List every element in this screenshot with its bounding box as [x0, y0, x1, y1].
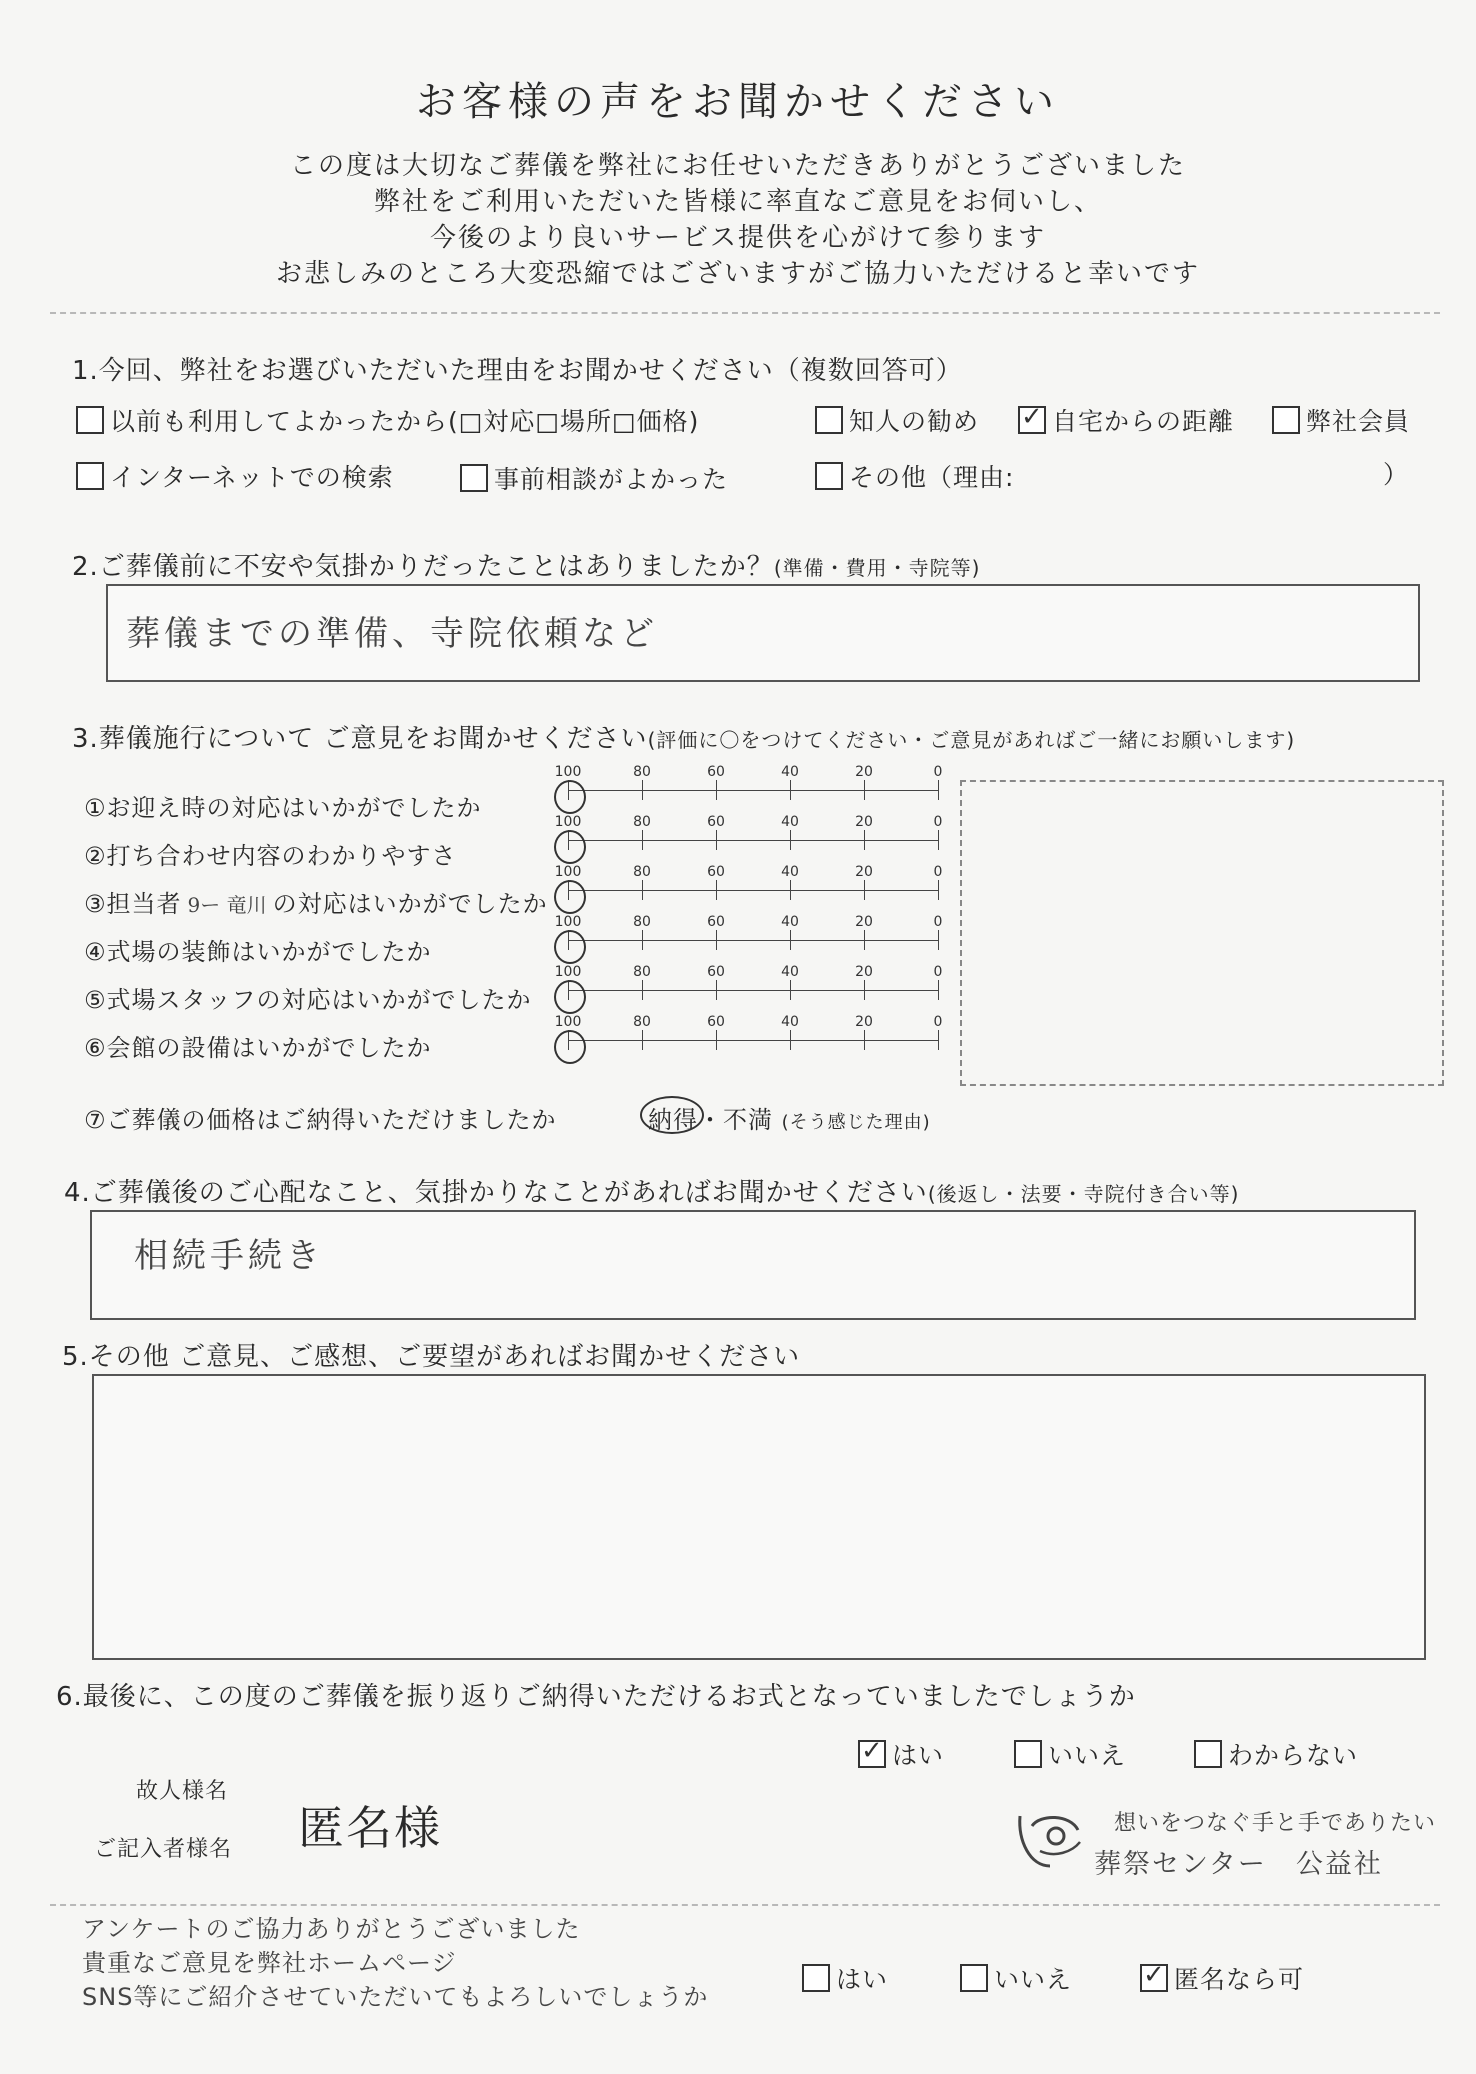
scale-tick [790, 880, 791, 900]
scale-tick-label: 0 [933, 814, 943, 830]
scale-tick-label: 40 [781, 1014, 799, 1030]
price-opt-no[interactable]: 不満 [723, 1106, 773, 1134]
option-label: 知人の勧め [849, 407, 980, 436]
q1-label: 1.今回、弊社をお選びいただいた理由をお聞かせください（複数回答可） [72, 356, 963, 386]
checkbox[interactable] [460, 464, 488, 492]
checkbox[interactable] [76, 406, 104, 434]
intro-line: お悲しみのところ大変恐縮ではございますがご協力いただけると幸いです [275, 259, 1200, 289]
scale-tick-label: 20 [855, 964, 873, 980]
q1-option-internet[interactable] [76, 458, 394, 494]
option-label: いいえ [994, 1965, 1073, 1994]
scale-tick-label: 40 [781, 964, 799, 980]
scale-tick-label: 60 [707, 764, 725, 780]
scale-tick [938, 930, 939, 950]
q2-note: (準備・費用・寺院等) [773, 556, 981, 580]
q2-answer-box[interactable] [106, 584, 1420, 682]
rating-scale-1[interactable] [554, 764, 943, 806]
option-label: 自宅からの距離 [1052, 407, 1235, 436]
scale-tick-label: 100 [554, 914, 582, 930]
rating-circle [554, 1030, 586, 1064]
footer-line: アンケートのご協力ありがとうございました [82, 1915, 581, 1943]
rating-scales [554, 764, 960, 1086]
option-label: いいえ [1048, 1741, 1127, 1770]
scale-tick [938, 1030, 939, 1050]
scale-tick-label: 80 [633, 864, 651, 880]
scale-tick [790, 930, 791, 950]
q3-comment-box[interactable] [960, 780, 1444, 1086]
deceased-name-label: 故人様名 [136, 1779, 229, 1804]
q4-note: (後返し・法要・寺院付き合い等) [927, 1182, 1240, 1206]
scale-tick [938, 780, 939, 800]
rating-scale-3[interactable] [554, 864, 943, 906]
scale-tick-label: 40 [781, 914, 799, 930]
scale-tick-label: 0 [933, 964, 943, 980]
q3-price-label: ⑦ご葬儀の価格はご納得いただけましたか [84, 1106, 557, 1134]
company-logo [1010, 1796, 1100, 1876]
option-label: 弊社会員 [1306, 407, 1411, 436]
scale-tick-label: 20 [855, 864, 873, 880]
scale-tick [938, 880, 939, 900]
q3-price-options [648, 1100, 931, 1135]
scale-tick [864, 930, 865, 950]
scale-tick-label: 60 [707, 914, 725, 930]
q3-item-5: ⑤式場スタッフの対応はいかがでしたか [84, 986, 532, 1014]
q1-option-other[interactable] [815, 458, 1014, 494]
q1-option-distance[interactable] [1018, 402, 1234, 438]
page-title: お客様の声をお聞かせください [416, 79, 1060, 125]
scale-line [568, 940, 938, 941]
scale-tick [642, 930, 643, 950]
scale-tick [716, 1030, 717, 1050]
scale-tick [642, 980, 643, 1000]
q6-option-yes[interactable] [858, 1736, 944, 1772]
footer-line: 貴重なご意見を弊社ホームページ [82, 1949, 457, 1977]
divider [50, 1904, 1440, 1906]
scale-tick [790, 830, 791, 850]
price-opt-yes[interactable] [648, 1100, 698, 1135]
option-label: 匿名なら可 [1174, 1965, 1305, 1994]
option-label: その他（理由: [849, 463, 1015, 492]
intro-line: この度は大切なご葬儀を弊社にお任せいただきありがとうございました [289, 151, 1186, 181]
option-label: はい [892, 1741, 945, 1770]
q4-label [64, 1172, 1239, 1209]
intro-line: 弊社をご利用いただいた皆様に率直なご意見をお伺いし、 [373, 187, 1102, 217]
scale-tick [790, 980, 791, 1000]
scale-tick [790, 780, 791, 800]
scale-tick-label: 40 [781, 764, 799, 780]
writer-name-label: ご記入者様名 [94, 1837, 233, 1862]
q5-label: 5.その他 ご意見、ご感想、ご要望があればお聞かせください [62, 1342, 801, 1372]
scale-tick-label: 100 [554, 814, 582, 830]
scale-tick-label: 100 [554, 1014, 582, 1030]
rating-scale-2[interactable] [554, 814, 943, 856]
option-label: わからない [1228, 1741, 1359, 1770]
scale-tick [716, 980, 717, 1000]
checkbox[interactable] [76, 462, 104, 490]
footer-text [82, 1912, 708, 2014]
checkbox[interactable] [802, 1964, 830, 1992]
scale-tick [864, 830, 865, 850]
scale-line [568, 1040, 938, 1041]
q5-answer-box[interactable] [92, 1374, 1426, 1660]
scale-tick-label: 20 [855, 914, 873, 930]
scale-tick [864, 1030, 865, 1050]
q4-label-text: 4.ご葬儀後のご心配なこと、気掛かりなことがあればお聞かせください [64, 1178, 928, 1208]
scale-tick [642, 880, 643, 900]
scale-tick-label: 0 [933, 764, 943, 780]
scale-tick-label: 80 [633, 1014, 651, 1030]
scale-tick-label: 0 [933, 1014, 943, 1030]
scale-tick [716, 930, 717, 950]
option-label: 以前も利用してよかったから(□対応□場所□価格) [110, 407, 700, 436]
scale-tick [864, 980, 865, 1000]
q3-item-4: ④式場の装飾はいかがでしたか [84, 938, 432, 966]
scale-tick-label: 40 [781, 864, 799, 880]
q3-item-3-label: ③担当者 [84, 890, 182, 918]
q3-item-1: ①お迎え時の対応はいかがでしたか [84, 794, 482, 822]
intro-text [0, 148, 1476, 292]
scale-tick-label: 0 [933, 864, 943, 880]
rating-circle [554, 830, 586, 864]
scale-tick [642, 1030, 643, 1050]
scale-tick-label: 60 [707, 964, 725, 980]
scale-tick [642, 830, 643, 850]
scale-line [568, 790, 938, 791]
rating-scale-5[interactable] [554, 964, 943, 1006]
scale-tick [642, 780, 643, 800]
checkbox[interactable] [960, 1964, 988, 1992]
q3-note: (評価に〇をつけてください・ご意見があればご一緒にお願いします) [647, 728, 1296, 752]
scale-tick [716, 780, 717, 800]
scale-tick-label: 80 [633, 914, 651, 930]
scale-tick [864, 780, 865, 800]
rating-circle [554, 880, 586, 914]
scale-tick-label: 80 [633, 764, 651, 780]
price-sep: ・ [698, 1106, 723, 1134]
scale-tick-label: 60 [707, 864, 725, 880]
scale-tick [716, 880, 717, 900]
scale-tick-label: 60 [707, 814, 725, 830]
staff-name: 9ー 竜川 [187, 893, 267, 917]
scale-tick-label: 20 [855, 764, 873, 780]
q1-option-referral[interactable] [815, 402, 979, 438]
q2-label [72, 546, 980, 583]
price-reason-note: (そう感じた理由) [781, 1112, 931, 1133]
q3-label-text: 3.葬儀施行について ご意見をお聞かせください [72, 724, 648, 754]
scale-line [568, 990, 938, 991]
checkbox-checked[interactable] [1140, 1964, 1168, 1992]
q1-option-previous[interactable] [76, 402, 699, 438]
q3-item-3 [84, 884, 548, 919]
footer-option-no[interactable] [960, 1960, 1072, 1996]
q6-label: 6.最後に、この度のご葬儀を振り返りご納得いただけるお式となっていましたでしょうか [56, 1682, 1136, 1712]
scale-tick-label: 20 [855, 814, 873, 830]
rating-circle [554, 980, 586, 1014]
scale-tick-label: 40 [781, 814, 799, 830]
q3-item-2: ②打ち合わせ内容のわかりやすさ [84, 842, 457, 870]
q1-other-close: ） [1383, 460, 1410, 489]
q4-answer: 相続手続き [134, 1236, 324, 1276]
option-label: インターネットでの検索 [110, 463, 394, 492]
scale-tick [938, 830, 939, 850]
scale-tick-label: 80 [633, 964, 651, 980]
company-slogan: 想いをつなぐ手と手でありたい [1114, 1811, 1437, 1836]
q2-label-text: 2.ご葬儀前に不安や気掛かりだったことはありましたか？ [72, 552, 774, 582]
checkbox-checked[interactable] [858, 1740, 886, 1768]
checkbox[interactable] [1272, 406, 1300, 434]
price-opt-yes-label: 納得 [648, 1106, 698, 1134]
rating-circle [554, 780, 586, 814]
divider [50, 312, 1440, 314]
scale-tick [716, 830, 717, 850]
checkbox[interactable] [815, 406, 843, 434]
option-label: はい [836, 1965, 889, 1994]
scale-line [568, 840, 938, 841]
q2-answer: 葬儀までの準備、寺院依頼など [126, 614, 658, 654]
logo-mark-icon [1010, 1796, 1100, 1876]
scale-tick-label: 80 [633, 814, 651, 830]
scale-tick [790, 1030, 791, 1050]
q3-label [72, 718, 1295, 755]
scale-tick-label: 0 [933, 914, 943, 930]
scale-tick-label: 100 [554, 964, 582, 980]
scale-tick-label: 60 [707, 1014, 725, 1030]
rating-scale-6[interactable] [554, 1014, 943, 1056]
footer-line: SNS等にご紹介させていただいてもよろしいでしょうか [82, 1983, 709, 2011]
scale-line [568, 890, 938, 891]
footer-option-yes[interactable] [802, 1960, 888, 1996]
checkbox[interactable] [815, 462, 843, 490]
footer-option-anonymous[interactable] [1140, 1960, 1304, 1996]
q3-item-3-label2: の対応はいかがでしたか [272, 890, 548, 918]
scale-tick-label: 100 [554, 764, 582, 780]
rating-circle [554, 930, 586, 964]
checkbox-checked[interactable] [1018, 406, 1046, 434]
q3-item-6: ⑥会館の設備はいかがでしたか [84, 1034, 432, 1062]
scale-tick [864, 880, 865, 900]
intro-line: 今後のより良いサービス提供を心がけて参ります [429, 223, 1046, 253]
checkbox[interactable] [1194, 1740, 1222, 1768]
option-label: 事前相談がよかった [494, 465, 729, 494]
q1-option-member[interactable] [1272, 402, 1410, 438]
scale-tick-label: 20 [855, 1014, 873, 1030]
checkbox[interactable] [1014, 1740, 1042, 1768]
scale-tick [938, 980, 939, 1000]
scale-tick-label: 100 [554, 864, 582, 880]
name-value: 匿名様 [298, 1801, 442, 1855]
q6-option-unknown[interactable] [1194, 1736, 1358, 1772]
q6-option-no[interactable] [1014, 1736, 1126, 1772]
selected-circle [640, 1096, 704, 1134]
company-name: 葬祭センター 公益社 [1094, 1849, 1383, 1880]
rating-scale-4[interactable] [554, 914, 943, 956]
q1-option-consult[interactable] [460, 460, 728, 496]
q4-answer-box[interactable] [90, 1210, 1416, 1320]
